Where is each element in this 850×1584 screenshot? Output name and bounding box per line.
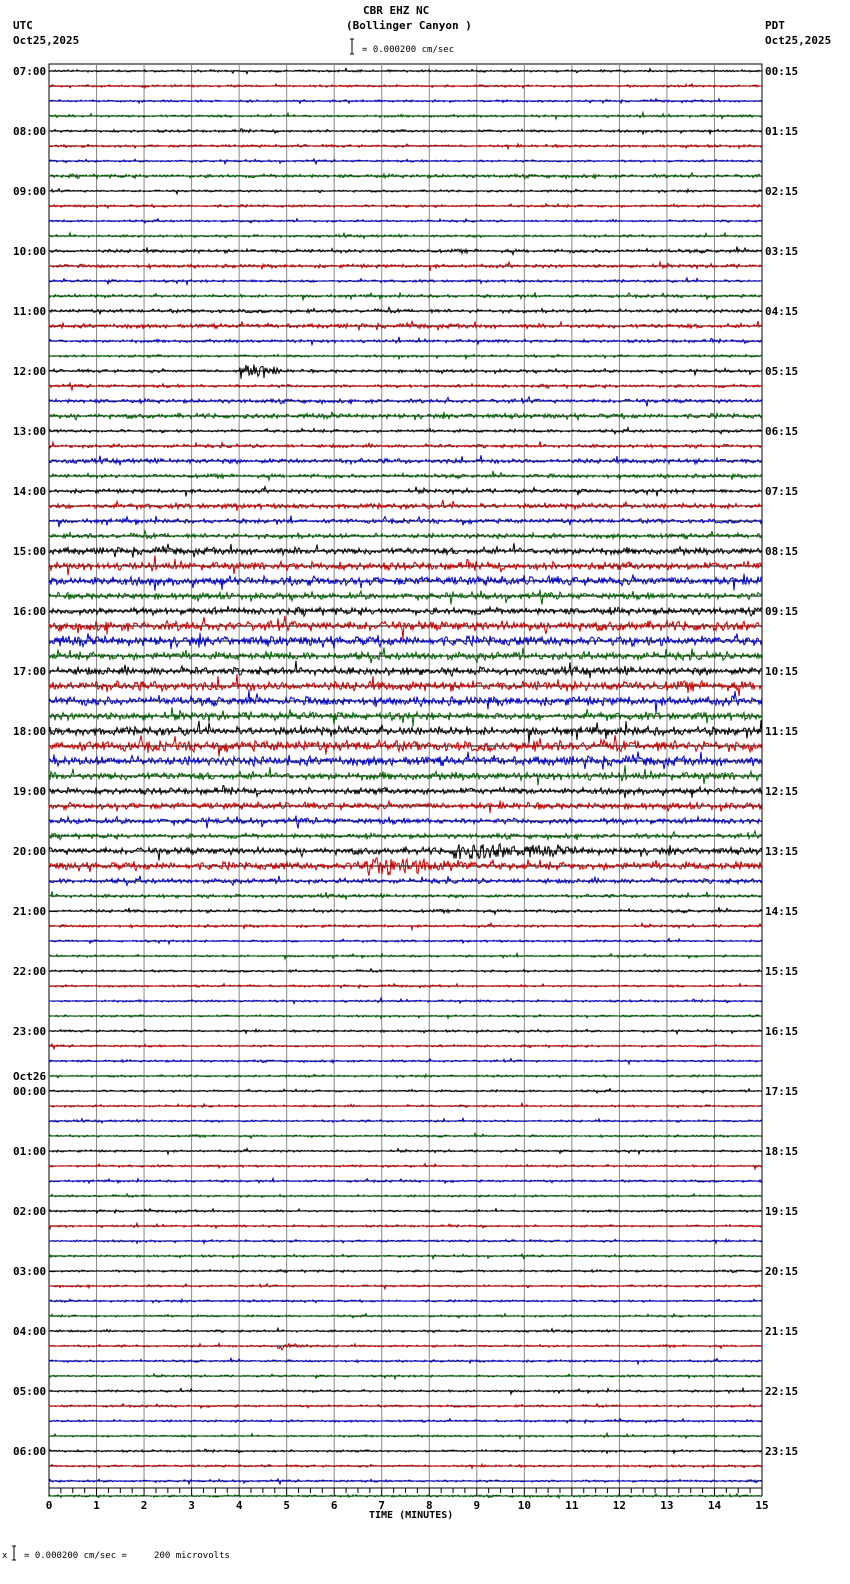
seismic-trace (49, 707, 762, 726)
pdt-hour-label: 15:15 (765, 965, 799, 978)
seismic-trace (49, 801, 762, 814)
right-timezone: PDT (765, 19, 785, 32)
footer-scale-text: = 0.000200 cm/sec = 200 microvolts (24, 1551, 230, 1561)
pdt-hour-label: 01:15 (765, 125, 799, 138)
seismic-trace (49, 99, 762, 104)
seismic-trace (49, 574, 762, 591)
seismic-trace (49, 690, 762, 714)
right-date: Oct25,2025 (765, 34, 832, 47)
utc-hour-label: 03:00 (13, 1265, 47, 1278)
pdt-hour-label: 09:15 (765, 605, 799, 618)
utc-hour-label: 16:00 (13, 605, 47, 618)
seismic-trace (49, 204, 762, 208)
pdt-hour-label: 13:15 (765, 845, 799, 858)
pdt-hour-label: 18:15 (765, 1145, 799, 1158)
x-tick-label: 10 (517, 1499, 531, 1512)
x-tick-label: 11 (565, 1499, 579, 1512)
utc-hour-label: 10:00 (13, 245, 47, 258)
left-date: Oct25,2025 (13, 34, 80, 47)
seismic-trace (49, 984, 762, 989)
utc-hour-label: 05:00 (13, 1385, 47, 1398)
seismic-trace (49, 1044, 762, 1049)
seismic-trace (49, 765, 762, 785)
utc-hour-label: 17:00 (13, 665, 47, 678)
seismic-trace (49, 262, 762, 271)
seismic-trace (49, 1239, 762, 1243)
seismic-trace (49, 531, 762, 539)
pdt-hour-label: 03:15 (765, 245, 799, 258)
utc-hour-label: 09:00 (13, 185, 47, 198)
station-title: CBR EHZ NC (363, 4, 430, 17)
seismic-trace (49, 543, 762, 557)
seismic-trace (49, 1178, 762, 1183)
seismic-trace (49, 616, 762, 640)
utc-hour-label: 13:00 (13, 425, 47, 438)
seismic-trace (49, 816, 762, 829)
x-tick-label: 15 (755, 1499, 769, 1512)
seismic-trace (49, 858, 762, 876)
seismic-trace (49, 1270, 762, 1273)
utc-hour-label: 18:00 (13, 725, 47, 738)
pdt-hour-label: 11:15 (765, 725, 799, 738)
header-scale-text: = 0.000200 cm/sec (362, 45, 455, 55)
pdt-hour-label: 23:15 (765, 1445, 799, 1458)
pdt-hour-label: 08:15 (765, 545, 799, 558)
utc-hour-label: 07:00 (13, 65, 47, 78)
seismic-trace (49, 383, 762, 390)
x-tick-label: 13 (660, 1499, 674, 1512)
seismic-trace (49, 397, 762, 407)
x-tick-label: 12 (612, 1499, 627, 1512)
seismic-trace (49, 84, 762, 88)
utc-hour-label: 00:00 (13, 1085, 47, 1098)
pdt-hour-label: 19:15 (765, 1205, 799, 1218)
pdt-hour-label: 20:15 (765, 1265, 799, 1278)
seismic-trace (49, 555, 762, 575)
utc-hour-label: 21:00 (13, 905, 47, 918)
seismic-trace (49, 412, 762, 420)
pdt-hour-label: 04:15 (765, 305, 799, 318)
seismic-trace (49, 647, 762, 663)
utc-hour-label: 01:00 (13, 1145, 47, 1158)
x-tick-label: 5 (283, 1499, 290, 1512)
pdt-hour-label: 02:15 (765, 185, 799, 198)
utc-hour-label: 06:00 (13, 1445, 47, 1458)
seismic-trace (49, 661, 762, 678)
pdt-hour-label: 14:15 (765, 905, 799, 918)
pdt-hour-label: 10:15 (765, 665, 799, 678)
seismic-trace (49, 1388, 762, 1394)
x-tick-label: 14 (707, 1499, 722, 1512)
seismic-trace (49, 786, 762, 799)
utc-hour-label: 20:00 (13, 845, 47, 858)
utc-hour-label: 04:00 (13, 1325, 47, 1338)
pdt-hour-label: 21:15 (765, 1325, 799, 1338)
pdt-hour-label: 07:15 (765, 485, 799, 498)
seismic-trace (49, 1194, 762, 1198)
seismic-trace (49, 1343, 762, 1350)
seismic-trace (49, 907, 762, 914)
seismic-trace (49, 590, 762, 605)
seismic-trace (49, 891, 762, 899)
station-location: (Bollinger Canyon ) (346, 19, 472, 32)
date-change-label: Oct26 (13, 1070, 47, 1083)
x-tick-label: 6 (330, 1499, 338, 1512)
utc-hour-label: 15:00 (13, 545, 47, 558)
seismic-trace (49, 1314, 762, 1318)
utc-hour-label: 08:00 (13, 125, 47, 138)
pdt-hour-label: 05:15 (765, 365, 799, 378)
utc-hour-label: 22:00 (13, 965, 47, 978)
pdt-hour-label: 22:15 (765, 1385, 799, 1398)
utc-hour-label: 12:00 (13, 365, 47, 378)
seismic-trace (49, 247, 762, 255)
x-tick-label: 8 (425, 1499, 433, 1512)
x-tick-label: 2 (140, 1499, 148, 1512)
seismic-trace (49, 1419, 762, 1423)
seismic-trace (49, 112, 762, 119)
seismic-trace (49, 720, 762, 743)
utc-hour-label: 19:00 (13, 785, 47, 798)
pdt-hour-label: 16:15 (765, 1025, 799, 1038)
utc-hour-label: 14:00 (13, 485, 47, 498)
seismic-trace (49, 1089, 762, 1093)
seismic-trace (49, 1223, 762, 1229)
seismic-trace (49, 1103, 762, 1107)
pdt-hour-label: 17:15 (765, 1085, 799, 1098)
pdt-hour-label: 12:15 (765, 785, 799, 798)
seismic-trace (49, 441, 762, 448)
seismic-trace (49, 1074, 762, 1078)
seismic-trace (49, 831, 762, 840)
footer-prefix: x (2, 1551, 8, 1561)
seismic-trace (49, 364, 762, 378)
x-tick-label: 9 (473, 1499, 481, 1512)
utc-hour-label: 23:00 (13, 1025, 47, 1038)
x-tick-label: 1 (93, 1499, 100, 1512)
x-tick-label: 4 (235, 1499, 243, 1512)
seismic-trace (49, 1118, 762, 1123)
seismic-trace (49, 500, 762, 511)
seismic-trace (49, 844, 762, 861)
seismic-trace (49, 455, 762, 465)
x-tick-label: 7 (378, 1499, 386, 1512)
x-tick-label: 3 (188, 1499, 195, 1512)
seismic-trace (49, 354, 762, 359)
seismic-trace (49, 674, 762, 696)
x-axis-label: TIME (MINUTES) (369, 1510, 454, 1521)
seismic-trace (49, 487, 762, 497)
utc-hour-label: 11:00 (13, 305, 47, 318)
pdt-hour-label: 06:15 (765, 425, 799, 438)
utc-hour-label: 02:00 (13, 1205, 47, 1218)
pdt-hour-label: 00:15 (765, 65, 799, 78)
x-tick-label: 0 (45, 1499, 53, 1512)
left-timezone: UTC (13, 19, 33, 32)
